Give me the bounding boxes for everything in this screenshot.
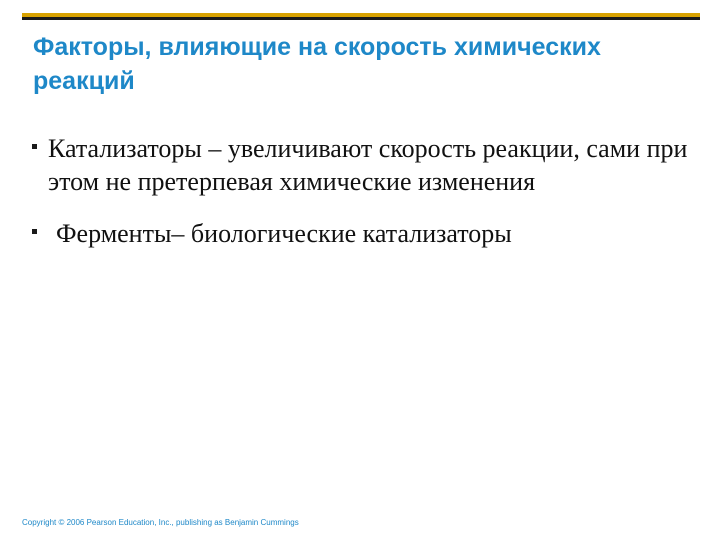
bullet-list [30,132,690,250]
bullet-text: Катализаторы – увеличивают скорость реакции, сами при этом не претерпевая химические изменения [48,134,688,196]
bullet-item-catalysts [30,132,690,198]
bullet-item-enzymes [30,217,690,250]
bullet-dot-icon [32,229,37,234]
bullet-text: Ферменты– биологические катализаторы [56,219,512,248]
slide-title: Факторы, влияющие на скорость химических реакций [33,33,601,95]
top-rule-dark [22,17,700,20]
copyright-footer: Copyright © 2006 Pearson Education, Inc., publishing as Benjamin Cummings [22,518,299,527]
bullet-dot-icon [32,144,37,149]
